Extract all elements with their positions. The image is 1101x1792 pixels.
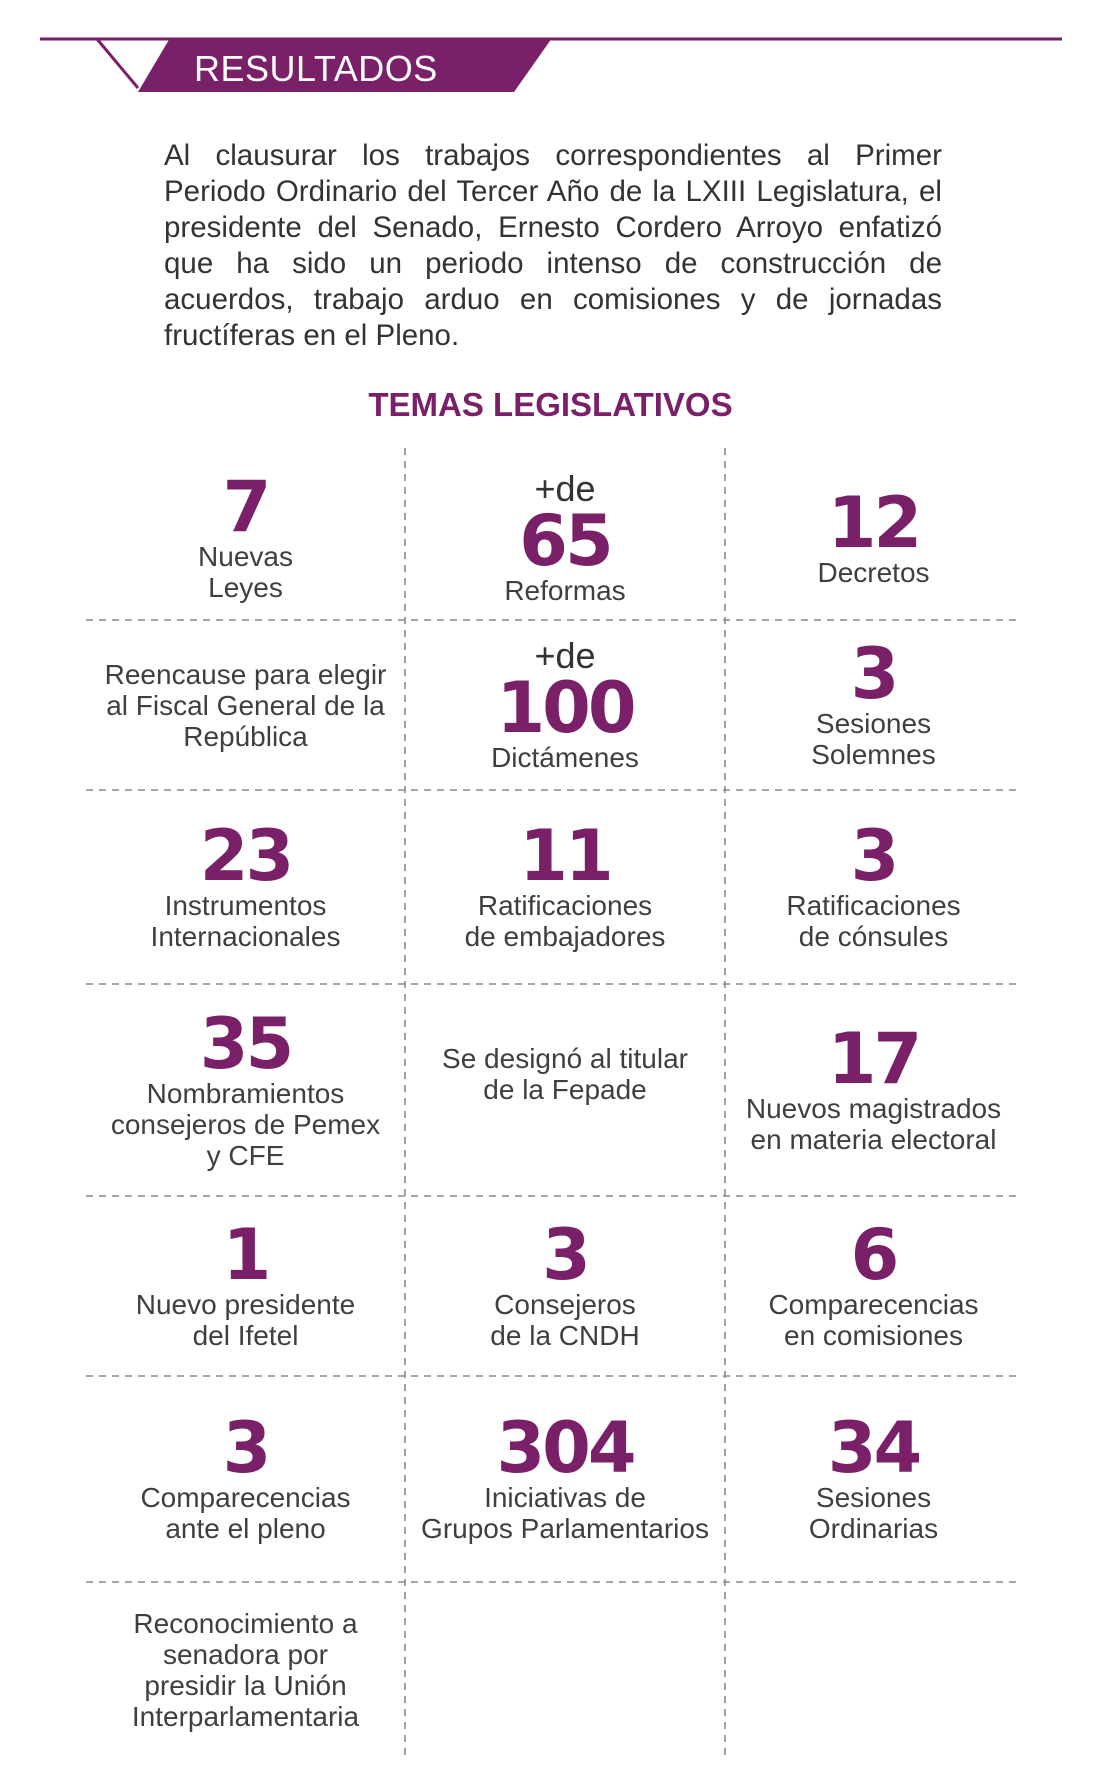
stat-prefix: +de bbox=[534, 467, 596, 509]
stat-label: Instrumentos Internacionales bbox=[150, 890, 341, 952]
stat-number: 7 bbox=[222, 466, 269, 548]
stat-label: Sesiones Solemnes bbox=[811, 708, 936, 770]
intro-paragraph: Al clausurar los trabajos correspondientes al Primer Periodo Ordinario del Tercer Año de la LXIII Legislatura, el presidente del Senado, Ernesto Cordero Arroyo enfatizó que ha sido un periodo intenso de construcción de acuerdos, trabajo arduo en comisiones y de jornadas fructíferas en el Pleno. bbox=[164, 139, 942, 352]
stat-cell-magistrados bbox=[725, 984, 1022, 1196]
stat-number: 3 bbox=[222, 1407, 269, 1489]
stat-cell-ifetel bbox=[86, 1196, 405, 1376]
stat-cell-decretos bbox=[725, 456, 1022, 620]
stat-label: Reconocimiento a senadora por presidir la Unión Interparlamentaria bbox=[131, 1608, 360, 1732]
stat-number: 35 bbox=[199, 1002, 292, 1085]
stat-cell-comparecencias-comisiones bbox=[725, 1196, 1022, 1376]
stat-number: 3 bbox=[850, 815, 897, 897]
stat-number: 3 bbox=[542, 1214, 588, 1296]
stat-cell-sesiones-ordinarias bbox=[725, 1376, 1022, 1582]
stat-cell-reformas bbox=[405, 456, 725, 620]
stat-label: Consejeros de la CNDH bbox=[490, 1289, 640, 1351]
stat-cell-instrumentos bbox=[86, 790, 405, 984]
stat-cell-consules bbox=[725, 790, 1022, 984]
stat-number: 65 bbox=[519, 499, 611, 582]
stat-prefix: +de bbox=[534, 634, 596, 676]
header-title: RESULTADOS bbox=[194, 48, 438, 89]
stat-cell-comparecencias-pleno bbox=[86, 1376, 405, 1582]
stat-number: 304 bbox=[496, 1407, 634, 1489]
stat-label: Ratificaciones de cónsules bbox=[786, 890, 961, 952]
stat-cell-embajadores bbox=[405, 790, 725, 984]
stat-label: Reencause para elegir al Fiscal General de la República bbox=[104, 658, 387, 752]
stat-number: 3 bbox=[850, 633, 897, 715]
stat-label: Nuevo presidente del Ifetel bbox=[135, 1289, 356, 1351]
stat-cell-sesiones-solemnes bbox=[725, 620, 1022, 790]
stat-number: 100 bbox=[496, 666, 634, 749]
stat-label: Decretos bbox=[817, 556, 930, 588]
stat-label: Dictámenes bbox=[491, 741, 639, 773]
stat-number: 1 bbox=[222, 1214, 269, 1296]
stat-cell-fiscal-general bbox=[86, 620, 405, 790]
stat-cell-nuevas-leyes bbox=[86, 456, 405, 620]
stat-cell-iniciativas bbox=[405, 1376, 725, 1582]
stat-label: Nombramientos consejeros de Pemex y CFE bbox=[110, 1077, 381, 1171]
stat-label: Se designó al titular de la Fepade bbox=[442, 1043, 688, 1105]
stat-number: 23 bbox=[199, 815, 292, 897]
stat-label: Reformas bbox=[504, 574, 626, 606]
stat-cell-cndh bbox=[405, 1196, 725, 1376]
stat-cell-fepade bbox=[405, 984, 725, 1164]
stat-cell-nombramientos bbox=[86, 984, 405, 1196]
stat-number: 17 bbox=[827, 1018, 920, 1100]
stat-label: Nuevos magistrados en materia electoral bbox=[745, 1093, 1002, 1155]
stat-cell-reconocimiento bbox=[86, 1582, 405, 1758]
stat-number: 34 bbox=[827, 1407, 920, 1489]
stat-number: 6 bbox=[850, 1214, 897, 1296]
stat-label: Nuevas Leyes bbox=[198, 541, 293, 603]
section-title: TEMAS LEGISLATIVOS bbox=[368, 386, 733, 423]
stat-label: Comparecencias en comisiones bbox=[768, 1289, 979, 1351]
stat-number: 12 bbox=[827, 481, 920, 564]
stat-label: Sesiones Ordinarias bbox=[808, 1482, 939, 1544]
stat-number: 11 bbox=[519, 815, 611, 897]
stat-label: Iniciativas de Grupos Parlamentarios bbox=[421, 1482, 709, 1544]
stat-label: Ratificaciones de embajadores bbox=[464, 890, 666, 952]
stat-label: Comparecencias ante el pleno bbox=[140, 1482, 351, 1544]
stat-cell-dictamenes bbox=[405, 620, 725, 790]
